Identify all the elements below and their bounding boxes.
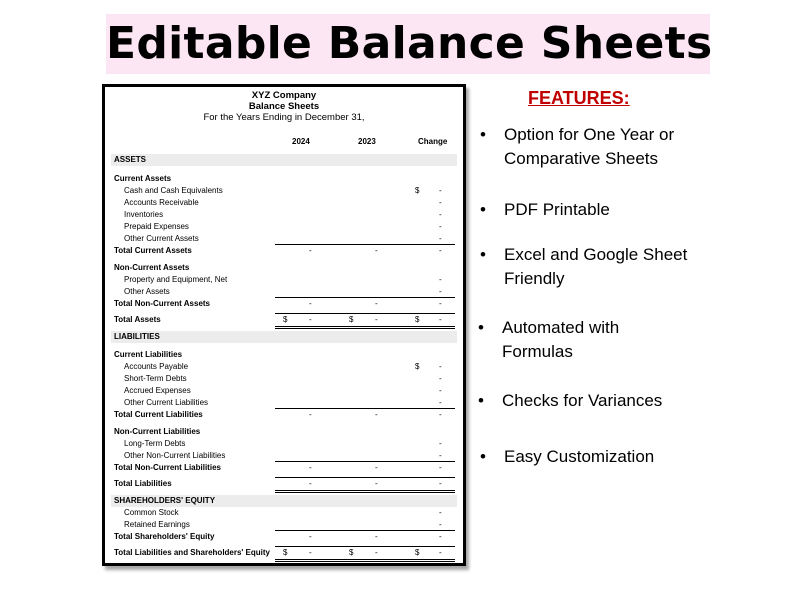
row-label: Cash and Cash Equivalents <box>124 186 223 195</box>
row-label: Total Liabilities and Shareholders' Equity <box>114 548 271 557</box>
change-value: - <box>439 234 442 243</box>
currency-sign: $ <box>349 315 354 324</box>
currency-sign: $ <box>415 315 420 324</box>
row-label: Retained Earnings <box>124 520 190 529</box>
value-2023: - <box>375 246 378 255</box>
row-label: ASSETS <box>114 155 147 164</box>
row-label: Accounts Receivable <box>124 198 199 207</box>
page-title: Editable Balance Sheets <box>106 18 713 69</box>
value-2023: - <box>375 548 378 557</box>
value-2024: - <box>309 410 312 419</box>
table-row <box>111 197 457 209</box>
total-row <box>111 245 457 257</box>
change-value: - <box>439 386 442 395</box>
row-label: Inventories <box>124 210 164 219</box>
group-non-current-liabilities <box>111 426 457 438</box>
change-value: - <box>439 275 442 284</box>
value-2024: - <box>309 548 312 557</box>
row-label: Total Non-Current Liabilities <box>114 463 221 472</box>
currency-sign: $ <box>283 548 288 557</box>
change-value: - <box>439 508 442 517</box>
row-label: Common Stock <box>124 508 179 517</box>
change-value: - <box>439 410 442 419</box>
value-2023: - <box>375 410 378 419</box>
sheet-company: XYZ Company <box>251 90 317 101</box>
total-double-rule <box>275 326 455 329</box>
row-label: Long-Term Debts <box>124 439 186 448</box>
total-row <box>111 298 457 310</box>
row-label: Total Current Liabilities <box>114 410 203 419</box>
grand-total-row <box>111 547 457 559</box>
change-value: - <box>439 246 442 255</box>
row-label: Total Liabilities <box>114 479 172 488</box>
table-row <box>111 361 457 373</box>
row-label: Prepaid Expenses <box>124 222 189 231</box>
value-2024: - <box>309 463 312 472</box>
row-label: Non-Current Assets <box>114 263 190 272</box>
currency-sign: $ <box>283 315 288 324</box>
row-label: Other Non-Current Liabilities <box>124 451 226 460</box>
change-value: - <box>439 520 442 529</box>
feature-text: Friendly <box>504 269 565 288</box>
change-value: - <box>439 479 442 488</box>
table-row <box>111 221 457 233</box>
row-label: Non-Current Liabilities <box>114 427 201 436</box>
total-double-rule <box>275 559 455 562</box>
table-row <box>111 185 457 197</box>
table-row <box>111 209 457 221</box>
value-2024: - <box>309 532 312 541</box>
value-2024: - <box>309 315 312 324</box>
section-liabilities <box>111 331 457 343</box>
feature-text: Easy Customization <box>504 447 655 466</box>
currency-sign: $ <box>415 548 420 557</box>
value-2023: - <box>375 315 378 324</box>
feature-text: Comparative Sheets <box>504 149 659 168</box>
bullet-icon: • <box>480 245 486 264</box>
table-row <box>111 373 457 385</box>
feature-text: Formulas <box>502 342 573 361</box>
grand-total-row <box>111 314 457 326</box>
row-label: Current Assets <box>114 174 172 183</box>
row-label: SHAREHOLDERS' EQUITY <box>114 496 216 505</box>
total-row <box>111 478 457 490</box>
change-value: - <box>439 532 442 541</box>
feature-text: Option for One Year or <box>504 125 675 144</box>
row-label: Short-Term Debts <box>124 374 187 383</box>
total-row <box>111 462 457 474</box>
value-2024: - <box>309 299 312 308</box>
value-2023: - <box>375 463 378 472</box>
row-label: Total Assets <box>114 315 161 324</box>
sheet-title: Balance Sheets <box>248 101 320 112</box>
total-row <box>111 409 457 421</box>
row-label: Total Non-Current Assets <box>114 299 211 308</box>
table-row <box>111 507 457 519</box>
row-label: Property and Equipment, Net <box>124 275 228 284</box>
column-header-change: Change <box>418 137 448 146</box>
change-value: - <box>439 398 442 407</box>
feature-text: Automated with <box>502 318 620 337</box>
table-row <box>111 385 457 397</box>
change-value: - <box>439 548 442 557</box>
change-value: - <box>439 463 442 472</box>
change-value: - <box>439 315 442 324</box>
section-shareholders-equity <box>111 495 457 507</box>
group-non-current-assets <box>111 262 457 274</box>
bullet-icon: • <box>480 200 486 219</box>
change-value: - <box>439 222 442 231</box>
row-label: Accounts Payable <box>124 362 189 371</box>
value-2023: - <box>375 479 378 488</box>
table-row <box>111 438 457 450</box>
bullet-icon: • <box>480 447 486 466</box>
change-value: - <box>439 362 442 371</box>
change-value: - <box>439 287 442 296</box>
row-label: Accrued Expenses <box>124 386 191 395</box>
value-2023: - <box>375 532 378 541</box>
row-label: Total Current Assets <box>114 246 192 255</box>
row-label: LIABILITIES <box>114 332 160 341</box>
value-2024: - <box>309 246 312 255</box>
change-value: - <box>439 299 442 308</box>
change-value: - <box>439 439 442 448</box>
feature-text: PDF Printable <box>504 200 610 219</box>
features-title: FEATURES: <box>528 88 630 108</box>
row-label: Current Liabilities <box>114 350 183 359</box>
currency-sign: $ <box>415 186 420 195</box>
bullet-icon: • <box>478 318 484 337</box>
column-header-2023: 2023 <box>358 137 376 146</box>
row-label: Other Current Liabilities <box>124 398 209 407</box>
sheet-subtitle: For the Years Ending in December 31, <box>203 112 365 123</box>
value-2023: - <box>375 299 378 308</box>
change-value: - <box>439 374 442 383</box>
change-value: - <box>439 210 442 219</box>
section-assets <box>111 154 457 166</box>
total-double-rule <box>275 490 455 493</box>
value-2024: - <box>309 479 312 488</box>
currency-sign: $ <box>349 548 354 557</box>
change-value: - <box>439 186 442 195</box>
group-current-liabilities <box>111 349 457 361</box>
group-current-assets <box>111 173 457 185</box>
bullet-icon: • <box>478 391 484 410</box>
total-row <box>111 531 457 543</box>
feature-text: Excel and Google Sheet <box>504 245 688 264</box>
row-label: Total Shareholders' Equity <box>114 532 215 541</box>
row-label: Other Assets <box>124 287 170 296</box>
currency-sign: $ <box>415 362 420 371</box>
row-label: Other Current Assets <box>124 234 199 243</box>
change-value: - <box>439 198 442 207</box>
balance-sheet-preview <box>102 84 466 566</box>
change-value: - <box>439 451 442 460</box>
bullet-icon: • <box>480 125 486 144</box>
table-row <box>111 274 457 286</box>
column-header-2024: 2024 <box>292 137 310 146</box>
feature-text: Checks for Variances <box>502 391 663 410</box>
